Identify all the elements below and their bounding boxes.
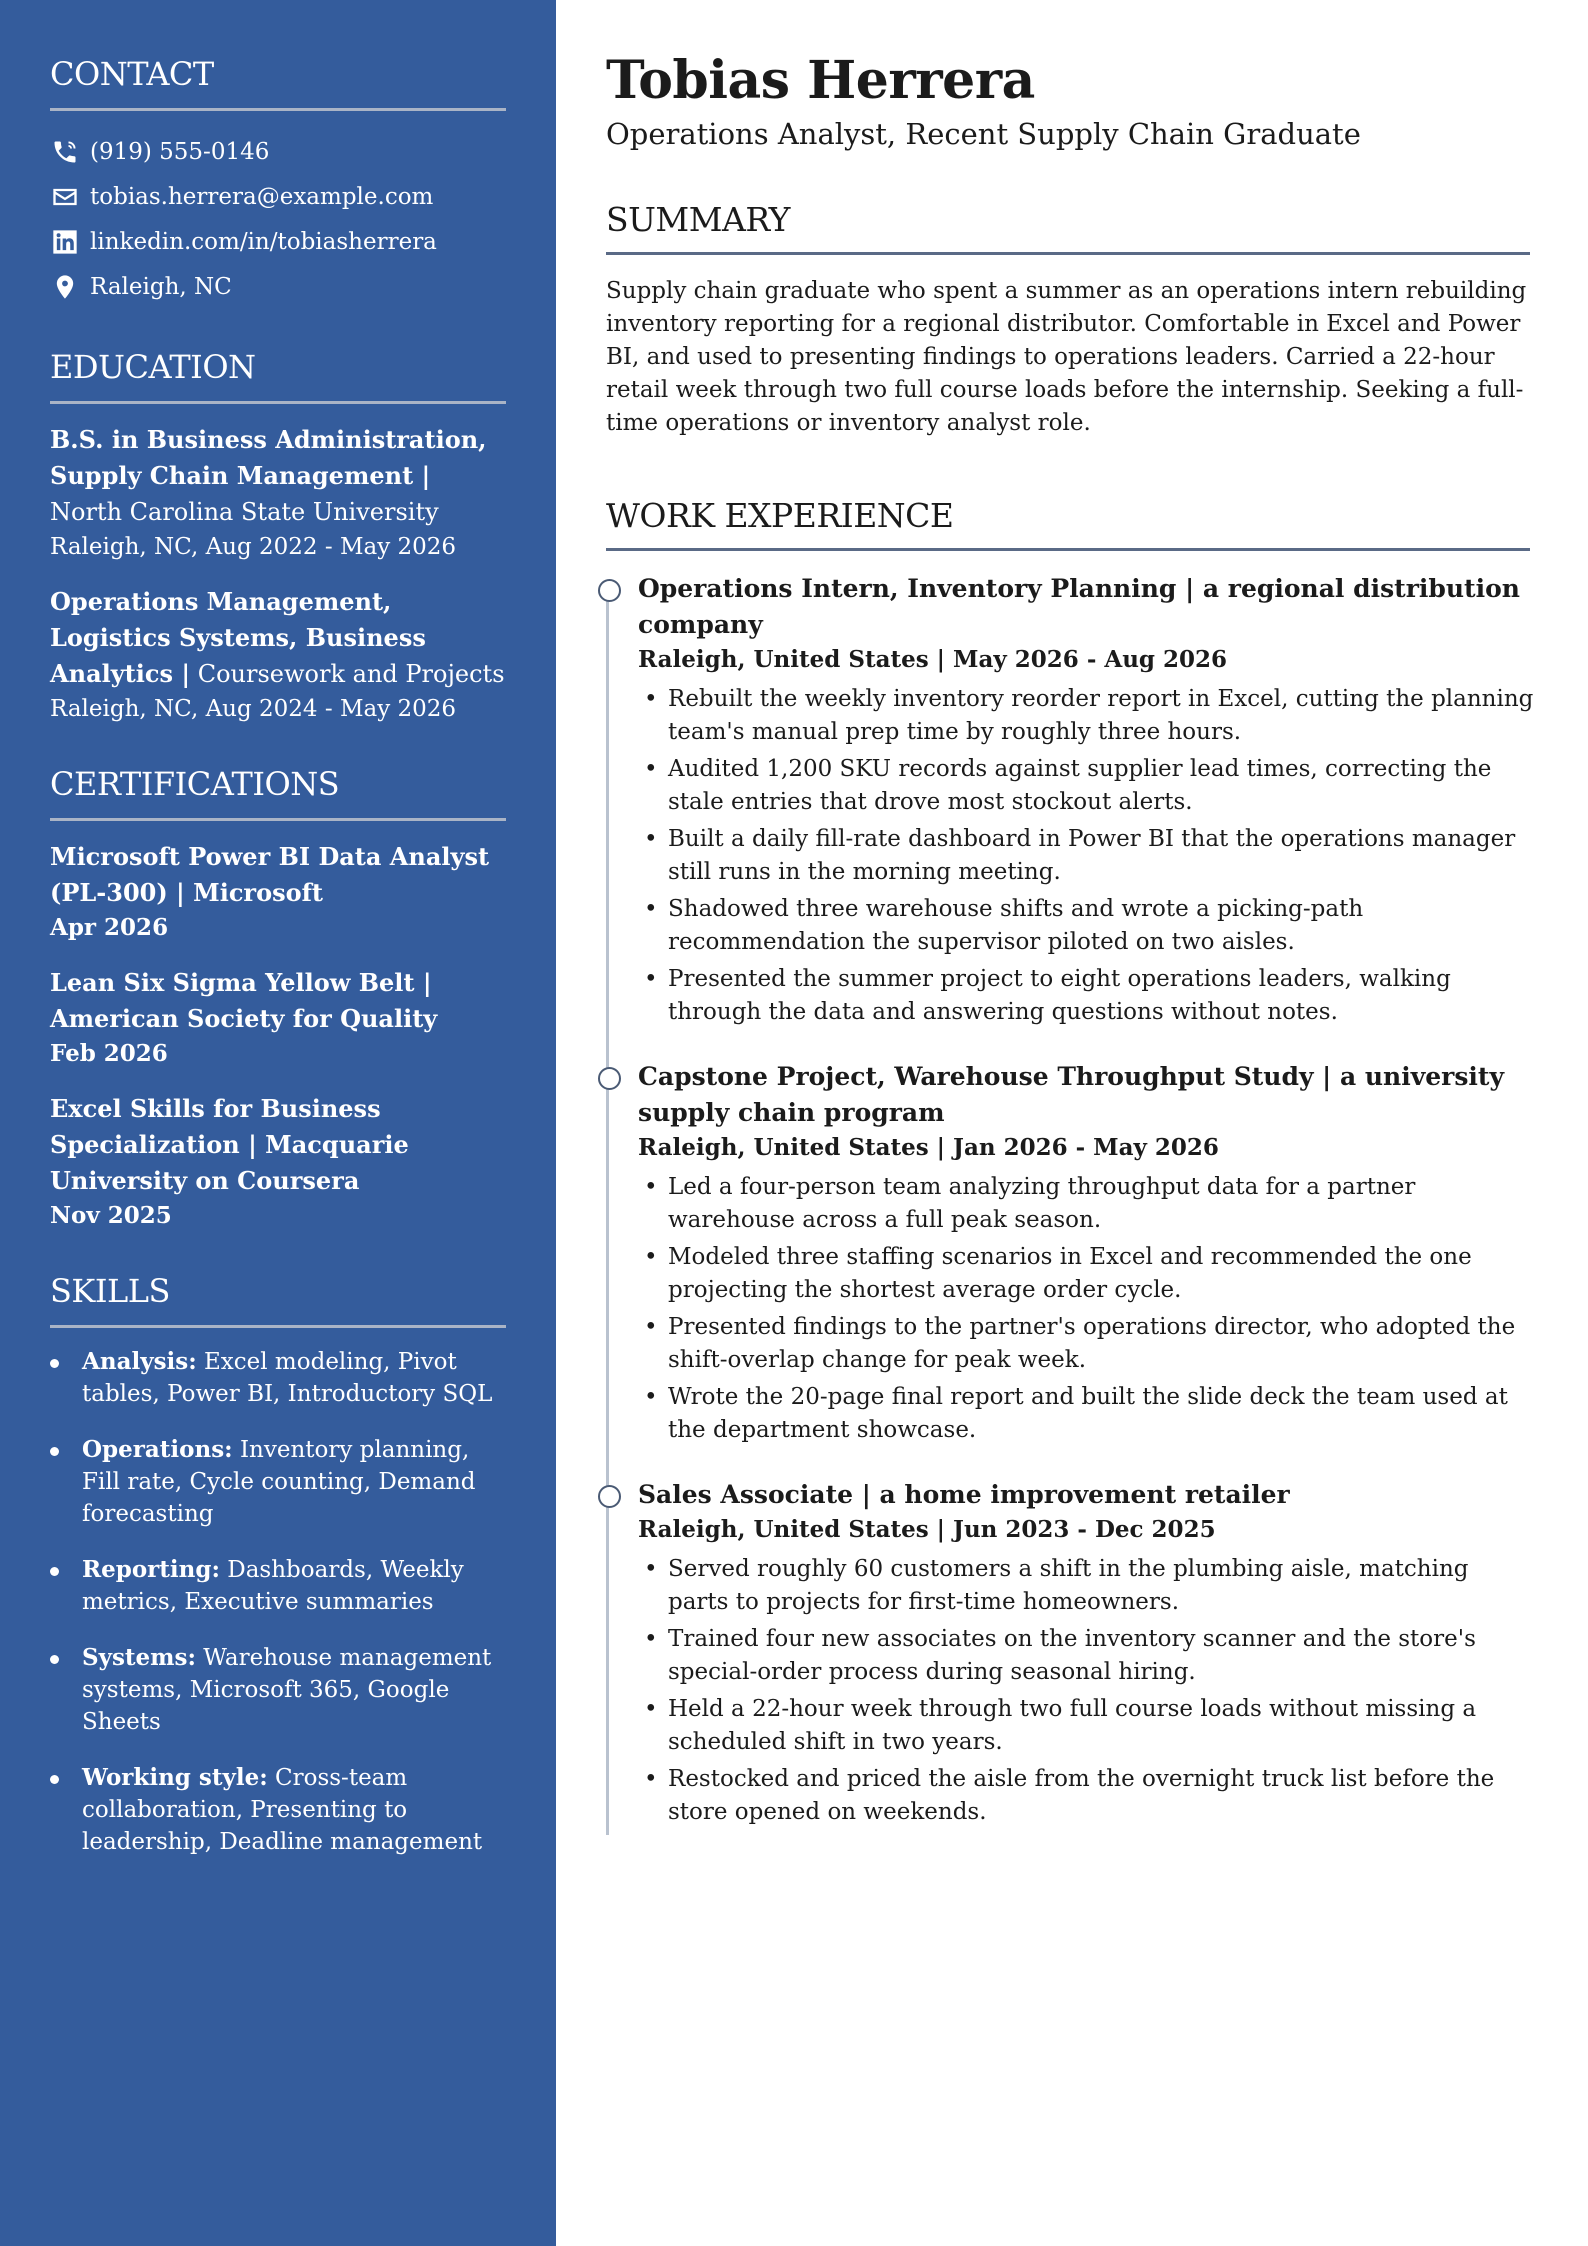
bullet-item: • Presented the summer project to eight operations leaders, walking through the data and answering questions without notes. — [638, 963, 1536, 1029]
contact-location — [50, 264, 506, 309]
candidate-headline: Operations Analyst, Recent Supply Chain Graduate — [606, 117, 1361, 151]
bullet-item: • Led a four-person team analyzing throughput data for a partner warehouse across a full peak season. — [638, 1171, 1536, 1237]
bullet-item: • Trained four new associates on the inventory scanner and the store's special-order process during seasonal hiring. — [638, 1623, 1536, 1689]
linkedin-text[interactable]: linkedin.com/in/tobiasherrera — [90, 228, 437, 255]
contact-heading: CONTACT — [50, 55, 214, 93]
education-heading: EDUCATION — [50, 348, 256, 386]
certification-name: Excel Skills for Business Specialization | Macquarie University on Coursera — [50, 1094, 409, 1195]
school: North Carolina State University — [50, 498, 439, 526]
candidate-name: Tobias Herrera — [606, 50, 1035, 111]
divider — [50, 818, 506, 821]
contact-linkedin — [50, 219, 506, 264]
degree: B.S. in Business Administration, Supply Chain Management | — [50, 425, 487, 490]
skill-item — [50, 1346, 506, 1410]
experience-timeline — [606, 571, 1536, 1829]
experience-section — [606, 494, 1536, 1829]
education-dates: Raleigh, NC, Aug 2022 - May 2026 — [50, 534, 457, 560]
job-title: Capstone Project, Warehouse Throughput Study | a university supply chain program — [638, 1062, 1504, 1127]
sidebar — [0, 0, 556, 2246]
phone-icon — [50, 137, 80, 167]
bullet-item: • Audited 1,200 SKU records against supplier lead times, correcting the stale entries that drove most stockout alerts. — [638, 753, 1536, 819]
certification-name: Microsoft Power BI Data Analyst (PL-300) | Microsoft — [50, 842, 490, 907]
skill-text: Inventory planning, Fill rate, Cycle counting, Demand forecasting — [82, 1437, 476, 1527]
certifications-heading: CERTIFICATIONS — [50, 765, 340, 803]
contact-email — [50, 174, 506, 219]
contact-phone — [50, 129, 506, 174]
school: Coursework and Projects — [190, 660, 505, 688]
job-meta: Raleigh, United States | May 2026 - Aug 2026 — [638, 646, 1228, 673]
education-section — [50, 345, 506, 726]
job-meta: Raleigh, United States | Jan 2026 - May 2026 — [638, 1134, 1219, 1161]
location-pin-icon — [50, 272, 80, 302]
certification-date: Apr 2026 — [50, 914, 169, 941]
skills-section — [50, 1269, 506, 1858]
summary-heading: SUMMARY — [606, 200, 790, 239]
job-bullets — [638, 1553, 1536, 1829]
bullet-item: • Held a 22-hour week through two full course loads without missing a scheduled shift in two years. — [638, 1693, 1536, 1759]
bullet-item: • Presented findings to the partner's operations director, who adopted the shift-overlap change for peak week. — [638, 1311, 1536, 1377]
summary-text: Supply chain graduate who spent a summer as an operations intern rebuilding inventory reporting for a regional distributor. Comfortable in Excel and Power BI, and used to presenting findings to operations leaders. Carried a 22-hour retail week through two full course loads before the internship. Seeking a full-time operations or inventory analyst role. — [606, 278, 1527, 436]
divider — [50, 401, 506, 404]
certification-name: Lean Six Sigma Yellow Belt | American Society for Quality — [50, 968, 438, 1033]
location-text: Raleigh, NC — [90, 273, 232, 300]
job-meta: Raleigh, United States | Jun 2023 - Dec 2025 — [638, 1516, 1216, 1543]
certification-entry — [50, 965, 506, 1071]
skills-list — [50, 1346, 506, 1858]
skill-text: Warehouse management systems, Microsoft 365, Google Sheets — [82, 1645, 492, 1735]
timeline-dot — [598, 1485, 621, 1508]
email-icon — [50, 182, 80, 212]
skills-heading: SKILLS — [50, 1272, 170, 1310]
timeline-dot — [598, 1067, 621, 1090]
skill-item — [50, 1762, 506, 1858]
certification-date: Nov 2025 — [50, 1202, 172, 1229]
skill-item — [50, 1434, 506, 1530]
skill-text: Dashboards, Weekly metrics, Executive summaries — [82, 1557, 464, 1615]
certification-entry — [50, 839, 506, 945]
bullet-item: • Rebuilt the weekly inventory reorder report in Excel, cutting the planning team's manual prep time by roughly three hours. — [638, 683, 1536, 749]
skill-text: Excel modeling, Pivot tables, Power BI, Introductory SQL — [82, 1349, 493, 1407]
skill-label: Systems: — [82, 1644, 196, 1671]
education-entry — [50, 584, 506, 726]
job-bullets — [638, 1171, 1536, 1447]
degree: Operations Management, Logistics Systems, Business Analytics | — [50, 587, 426, 688]
skill-label: Working style: — [82, 1764, 268, 1791]
certification-date: Feb 2026 — [50, 1040, 168, 1067]
certification-entry — [50, 1091, 506, 1233]
skill-label: Operations: — [82, 1436, 233, 1463]
certifications-section — [50, 762, 506, 1233]
summary-section — [606, 198, 1536, 440]
skill-text: Cross-team collaboration, Presenting to leadership, Deadline management — [82, 1765, 483, 1855]
divider — [50, 1325, 506, 1328]
job-bullets — [638, 683, 1536, 1029]
skill-label: Analysis: — [82, 1348, 197, 1375]
timeline-dot — [598, 579, 621, 602]
divider — [606, 548, 1530, 551]
job-entry — [638, 1059, 1536, 1447]
divider — [606, 252, 1530, 255]
job-title: Operations Intern, Inventory Planning | a regional distribution company — [638, 574, 1520, 639]
education-entry — [50, 422, 506, 564]
skill-item — [50, 1554, 506, 1618]
experience-heading: WORK EXPERIENCE — [606, 496, 954, 535]
skill-item — [50, 1642, 506, 1738]
job-title: Sales Associate | a home improvement retailer — [638, 1480, 1290, 1509]
bullet-item: • Restocked and priced the aisle from the overnight truck list before the store opened on weekends. — [638, 1763, 1536, 1829]
bullet-item: • Shadowed three warehouse shifts and wrote a picking-path recommendation the supervisor piloted on two aisles. — [638, 893, 1536, 959]
contact-section — [50, 52, 506, 309]
skill-label: Reporting: — [82, 1556, 220, 1583]
bullet-item: • Modeled three staffing scenarios in Excel and recommended the one projecting the shortest average order cycle. — [638, 1241, 1536, 1307]
education-dates: Raleigh, NC, Aug 2024 - May 2026 — [50, 696, 457, 722]
divider — [50, 108, 506, 111]
job-entry — [638, 571, 1536, 1029]
linkedin-icon — [50, 227, 80, 257]
email-text[interactable]: tobias.herrera@example.com — [90, 183, 434, 210]
bullet-item: • Served roughly 60 customers a shift in the plumbing aisle, matching parts to projects for first-time homeowners. — [638, 1553, 1536, 1619]
phone-text[interactable]: (919) 555-0146 — [90, 138, 270, 165]
job-entry — [638, 1477, 1536, 1829]
timeline-line — [606, 587, 609, 1835]
main-content — [606, 48, 1536, 1833]
bullet-item: • Wrote the 20-page final report and built the slide deck the team used at the department showcase. — [638, 1381, 1536, 1447]
bullet-item: • Built a daily fill-rate dashboard in Power BI that the operations manager still runs in the morning meeting. — [638, 823, 1536, 889]
